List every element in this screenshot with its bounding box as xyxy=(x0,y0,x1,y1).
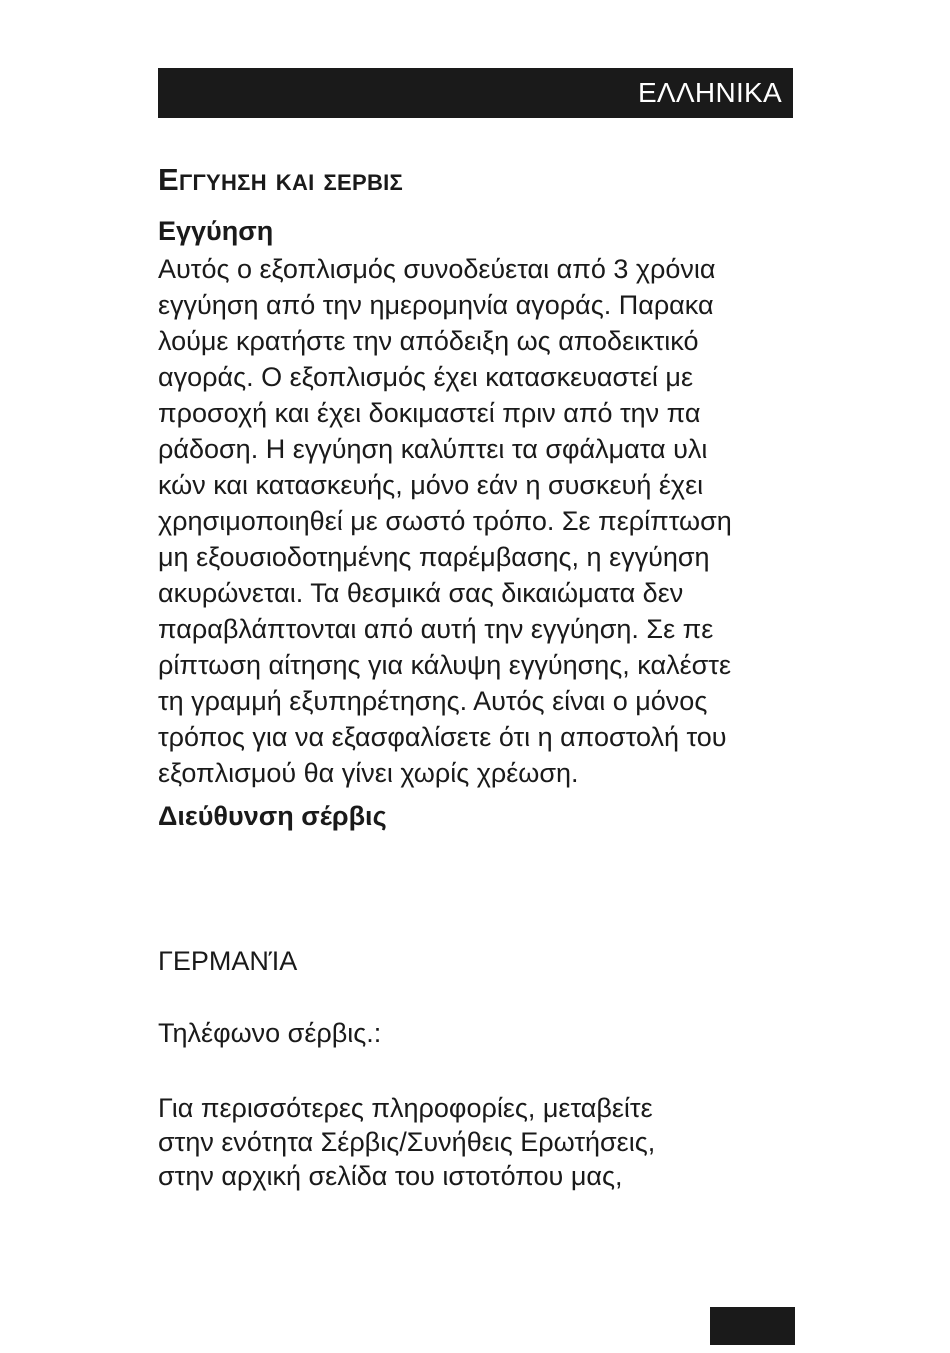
language-label: ΕΛΛΗΝΙΚΑ xyxy=(637,77,782,108)
warranty-line: ράδοση. Η εγγύηση καλύπτει τα σφάλματα υλι xyxy=(158,434,708,464)
warranty-line: λούμε κρατήστε την απόδειξη ως αποδεικτικό xyxy=(158,326,699,356)
info-line: στην ενότητα Σέρβις/Συνήθεις Ερωτήσεις, xyxy=(158,1127,656,1157)
language-header-bar xyxy=(158,68,793,118)
warranty-line: ακυρώνεται. Τα θεσμικά σας δικαιώματα δεν xyxy=(158,578,684,608)
warranty-line: τρόπος για να εξασφαλίσετε ότι η αποστολή του xyxy=(158,722,727,752)
warranty-line: Αυτός ο εξοπλισμός συνοδεύεται από 3 χρόνια xyxy=(158,254,716,284)
info-line: στην αρχική σελίδα του ιστοτόπου μας, xyxy=(158,1161,623,1191)
warranty-body xyxy=(158,251,798,791)
warranty-line: εγγύηση από την ημερομηνία αγοράς. Παρακα xyxy=(158,290,714,320)
warranty-line: ρίπτωση αίτησης για κάλυψη εγγύησης, καλέστε xyxy=(158,650,731,680)
warranty-line: αγοράς. Ο εξοπλισμός έχει κατασκευαστεί με xyxy=(158,362,693,392)
page-marker-tab xyxy=(710,1307,795,1345)
warranty-line: κών και κατασκευής, μόνο εάν η συσκευή έχει xyxy=(158,470,704,500)
warranty-line: παραβλάπτονται από αυτή την εγγύηση. Σε πε xyxy=(158,614,714,644)
service-country: ΓΕΡΜΑΝΊΑ xyxy=(158,946,298,976)
section-title: Εγγυηση και σερβις xyxy=(158,162,404,197)
warranty-line: τη γραμμή εξυπηρέτησης. Αυτός είναι ο μόνος xyxy=(158,686,708,716)
warranty-heading: Εγγύηση xyxy=(158,216,274,246)
info-line: Για περισσότερες πληροφορίες, μεταβείτε xyxy=(158,1093,653,1123)
warranty-line: προσοχή και έχει δοκιμαστεί πριν από την πα xyxy=(158,398,701,428)
warranty-line: μη εξουσιοδοτημένης παρέμβασης, η εγγύηση xyxy=(158,542,710,572)
warranty-line: εξοπλισμού θα γίνει χωρίς χρέωση. xyxy=(158,758,579,788)
service-address-heading: Διεύθυνση σέρβις xyxy=(158,801,387,831)
service-phone-label: Τηλέφωνο σέρβις.: xyxy=(158,1018,382,1048)
service-info-text xyxy=(158,1091,655,1193)
warranty-line: χρησιμοποιηθεί με σωστό τρόπο. Σε περίπτωση xyxy=(158,506,732,536)
